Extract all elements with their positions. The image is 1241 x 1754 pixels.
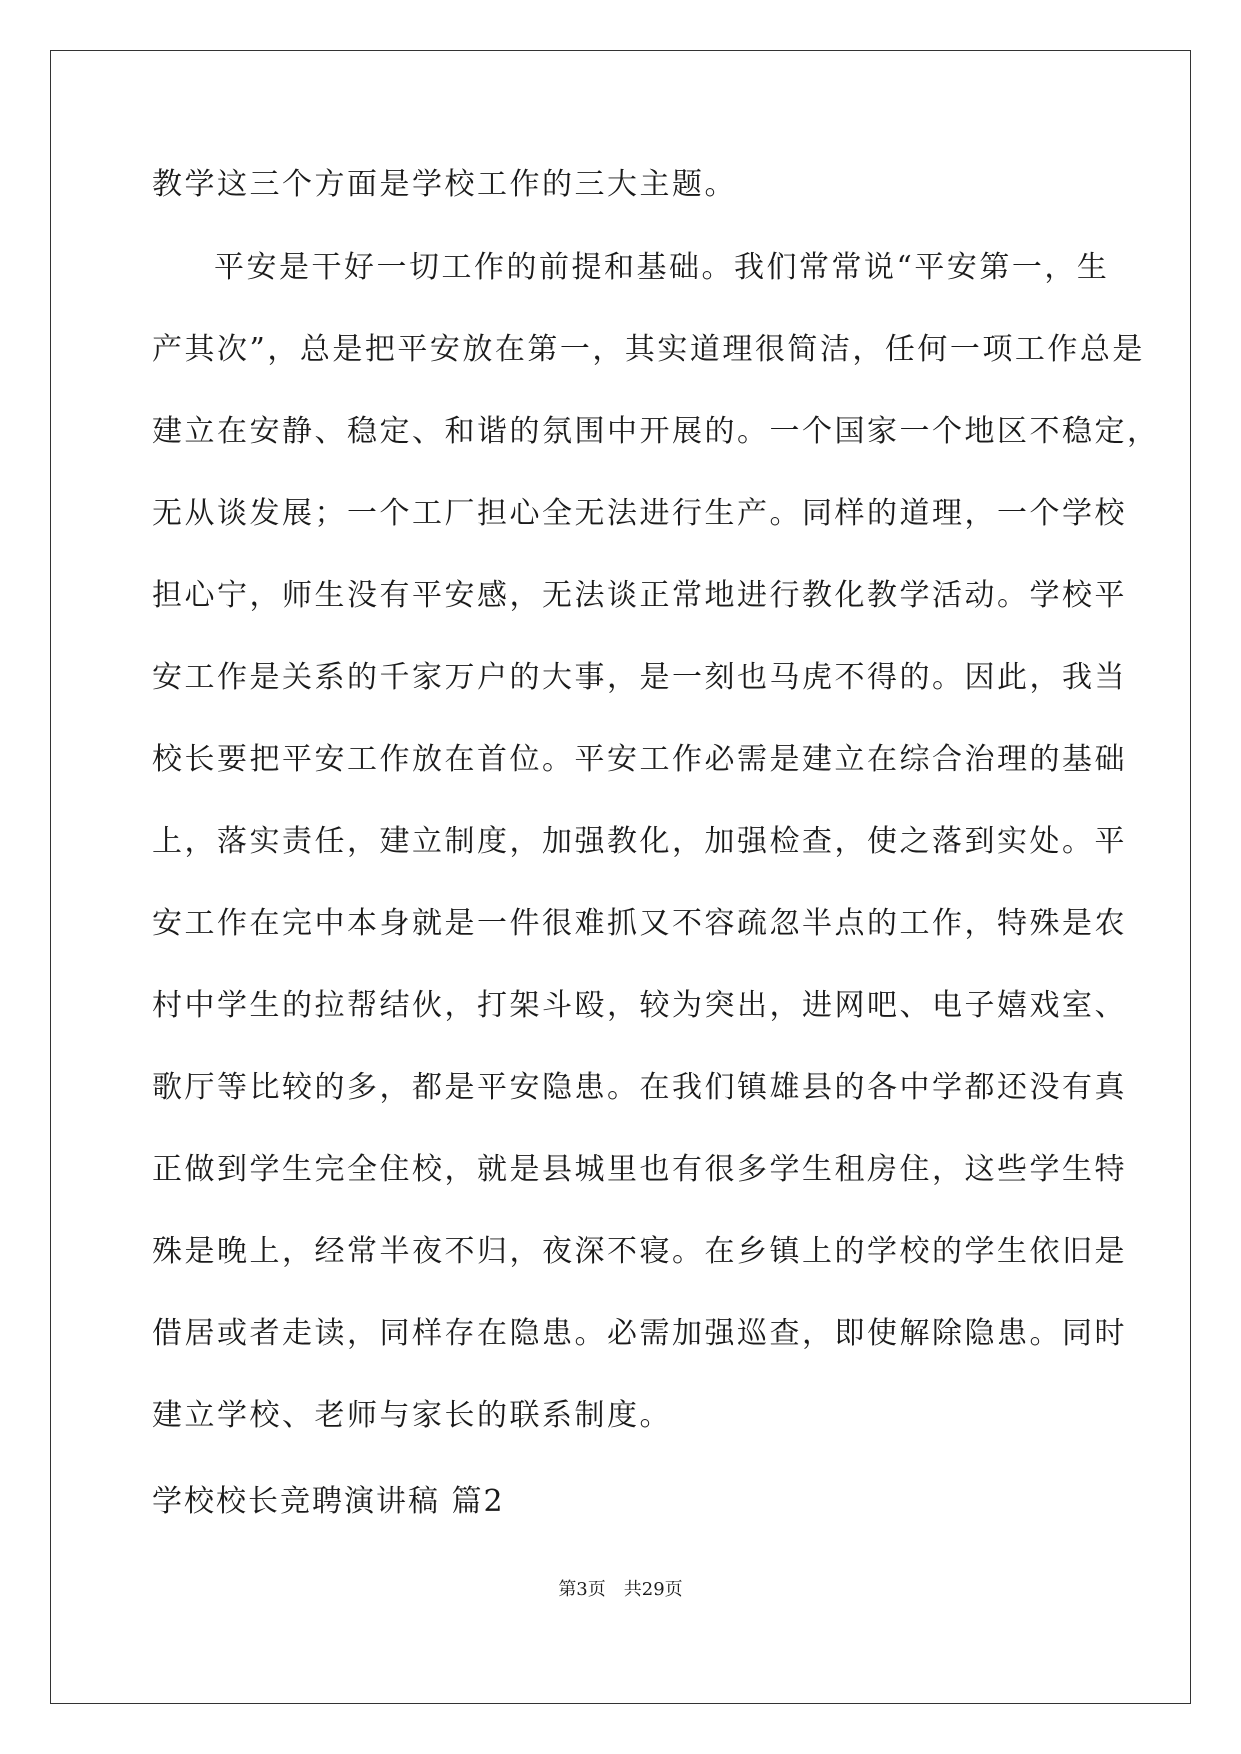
- paragraph-line: 借居或者走读，同样存在隐患。必需加强巡查，即使解除隐患。同时: [152, 1316, 1127, 1351]
- paragraph-line: 教学这三个方面是学校工作的三大主题。: [152, 167, 737, 202]
- paragraph-line: 村中学生的拉帮结伙，打架斗殴，较为突出，进网吧、电子嬉戏室、: [152, 988, 1127, 1023]
- paragraph-line: 平安是干好一切工作的前提和基础。我们常常说“平安第一，生: [214, 250, 1110, 285]
- paragraph-line: 安工作是关系的千家万户的大事，是一刻也马虎不得的。因此，我当: [152, 660, 1127, 695]
- page-number-footer: 第3页 共29页: [558, 1579, 683, 1600]
- paragraph-line: 产其次”，总是把平安放在第一，其实道理很简洁，任何一项工作总是: [152, 332, 1145, 367]
- paragraph-line: 校长要把平安工作放在首位。平安工作必需是建立在综合治理的基础: [152, 742, 1127, 777]
- paragraph-line: 无从谈发展；一个工厂担心全无法进行生产。同样的道理，一个学校: [152, 496, 1127, 531]
- paragraph-line: 建立在安静、稳定、和谐的氛围中开展的。一个国家一个地区不稳定，: [152, 414, 1160, 449]
- paragraph-line: 安工作在完中本身就是一件很难抓又不容疏忽半点的工作，特殊是农: [152, 906, 1127, 941]
- paragraph-line: 建立学校、老师与家长的联系制度。: [152, 1398, 672, 1433]
- paragraph-line: 上，落实责任，建立制度，加强教化，加强检查，使之落到实处。平: [152, 824, 1127, 859]
- paragraph-line: 歌厅等比较的多，都是平安隐患。在我们镇雄县的各中学都还没有真: [152, 1070, 1127, 1105]
- section-heading: 学校校长竞聘演讲稿 篇2: [152, 1484, 505, 1519]
- paragraph-line: 正做到学生完全住校，就是县城里也有很多学生租房住，这些学生特: [152, 1152, 1127, 1187]
- paragraph-line: 殊是晚上，经常半夜不归，夜深不寝。在乡镇上的学校的学生依旧是: [152, 1234, 1127, 1269]
- paragraph-line: 担心宁，师生没有平安感，无法谈正常地进行教化教学活动。学校平: [152, 578, 1127, 613]
- document-body: [152, 160, 1160, 1527]
